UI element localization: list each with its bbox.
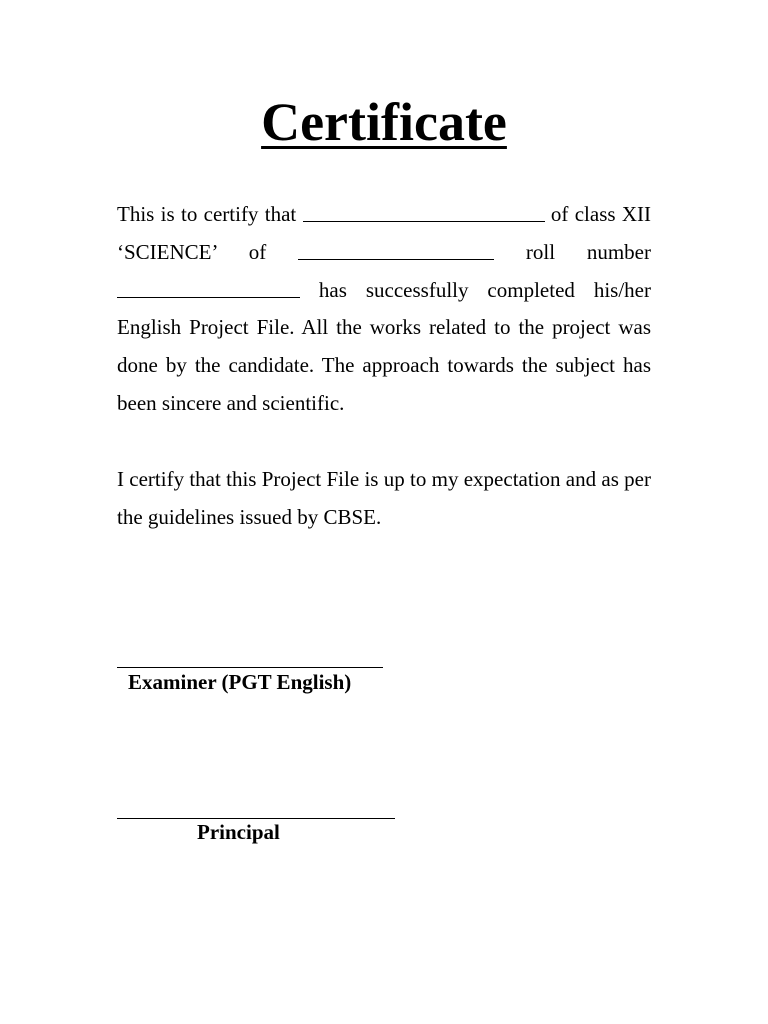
paragraph-text-1: This is to certify that	[117, 202, 303, 226]
expectation-paragraph: I certify that this Project File is up to my expectation and as per the guidelines issued by CBSE.	[117, 467, 651, 529]
certify-paragraph	[117, 196, 651, 423]
student-name-blank	[303, 220, 545, 222]
title-text: Certificate	[261, 92, 507, 152]
examiner-label: Examiner (PGT English)	[128, 670, 352, 694]
examiner-signature-line	[117, 667, 383, 668]
paragraph-text-3: roll number	[494, 239, 651, 264]
roll-number-blank	[117, 296, 300, 298]
page-title	[0, 86, 768, 158]
principal-label: Principal	[197, 820, 280, 844]
school-name-blank	[298, 258, 494, 260]
paragraph-text-4: has successfully completed his/her English Project File. All the works related to the project was done by the candidate. The approach towards the subject has been sincere and scientific.	[117, 277, 651, 415]
paragraph-text-2: of class XII ‘SCIENCE’ of	[117, 202, 652, 264]
